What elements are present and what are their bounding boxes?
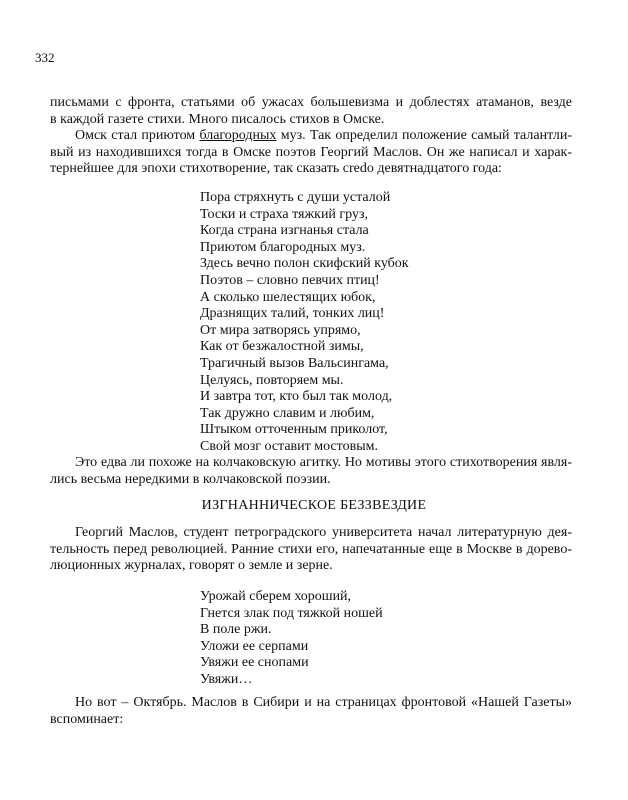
poem-line: От мира затворясь упрямо, bbox=[200, 322, 361, 338]
paragraph-line: Георгий Маслов, студент петроградского университета начал литературную дея- bbox=[75, 525, 572, 540]
text-run: Омск стал приютом bbox=[75, 128, 200, 143]
poem-line: Трагичный вызов Вальсингама, bbox=[200, 355, 389, 371]
poem-line: Здесь вечно полон скифский кубок bbox=[200, 256, 409, 272]
page-number: 332 bbox=[35, 50, 55, 65]
poem-line: В поле ржи. bbox=[200, 622, 272, 638]
poem-line: Тоски и страха тяжкий груз, bbox=[200, 206, 369, 222]
paragraph-maslov bbox=[50, 525, 572, 575]
poem-line: Уложи ее серпами bbox=[200, 638, 309, 654]
poem-line: Дразнящих талий, тонких лиц! bbox=[200, 306, 385, 322]
paragraph-agitka bbox=[50, 455, 572, 488]
paragraph-october bbox=[50, 695, 572, 728]
poem-line: Целуясь, повторяем мы. bbox=[200, 372, 344, 388]
poem-line: Увяжи ее снопами bbox=[200, 655, 309, 671]
poem-line: Урожай сберем хороший, bbox=[200, 589, 352, 604]
paragraph-line bbox=[50, 128, 572, 145]
paragraph-line: Но вот – Октябрь. Маслов в Сибири и на страницах фронтовой «Нашей Газеты» bbox=[75, 695, 572, 710]
paragraph-line: люционных журналах, говорят о земле и зерне. bbox=[50, 558, 333, 573]
poem-line: И завтра тот, кто был так молод, bbox=[200, 389, 393, 405]
paragraph-line: лись весьма нередкими в колчаковской поэзии. bbox=[50, 471, 331, 487]
paragraph-line: тельность перед революцией. Ранние стихи его, напечатанные еще в Москве в дорево- bbox=[50, 541, 572, 557]
poem-line: Так дружно славим и любим, bbox=[200, 405, 375, 421]
underlined-word: благородных bbox=[199, 128, 277, 143]
poem-line: Свой мозг оставит мостовым. bbox=[200, 438, 378, 454]
poem-line: Когда страна изгнанья стала bbox=[200, 223, 369, 239]
paragraph-line: письмами с фронта, статьями об ужасах большевизма и доблестях атаманов, везде bbox=[50, 95, 572, 110]
poem-line: А сколько шелестящих юбок, bbox=[200, 289, 376, 305]
paragraph-line: в каждой газете стихи. Много писалось стихов в Омске. bbox=[50, 111, 385, 127]
poem-line: Увяжи… bbox=[200, 671, 253, 687]
poem-line: Штыком отточенным приколот, bbox=[200, 422, 388, 438]
poem-line: Приютом благородных муз. bbox=[200, 239, 366, 255]
poem-harvest bbox=[200, 589, 383, 689]
paragraph-omsk bbox=[50, 95, 572, 178]
paragraph-line: вый из находившихся тогда в Омске поэтов Георгий Маслов. Он же написал и харак- bbox=[50, 144, 572, 160]
poem-line: Гнется злак под тяжкой ношей bbox=[200, 605, 383, 621]
text-run: муз. Так определил положение самый талантли- bbox=[276, 128, 572, 143]
paragraph-line: вспоминает: bbox=[50, 711, 124, 727]
paragraph-line: тернейшее для эпохи стихотворение, так сказать credo девятнадцатого года: bbox=[50, 161, 502, 176]
poem-credo bbox=[200, 190, 409, 456]
poem-line: Пора стряхнуть с души усталой bbox=[200, 190, 391, 205]
section-heading: ИЗГНАННИЧЕСКОЕ БЕЗЗВЕЗДИЕ bbox=[201, 498, 427, 513]
poem-line: Поэтов – словно певчих птиц! bbox=[200, 272, 380, 288]
poem-line: Как от безжалостной зимы, bbox=[200, 339, 364, 355]
paragraph-line: Это едва ли похоже на колчаковскую агитку. Но мотивы этого стихотворения явля- bbox=[75, 455, 572, 470]
